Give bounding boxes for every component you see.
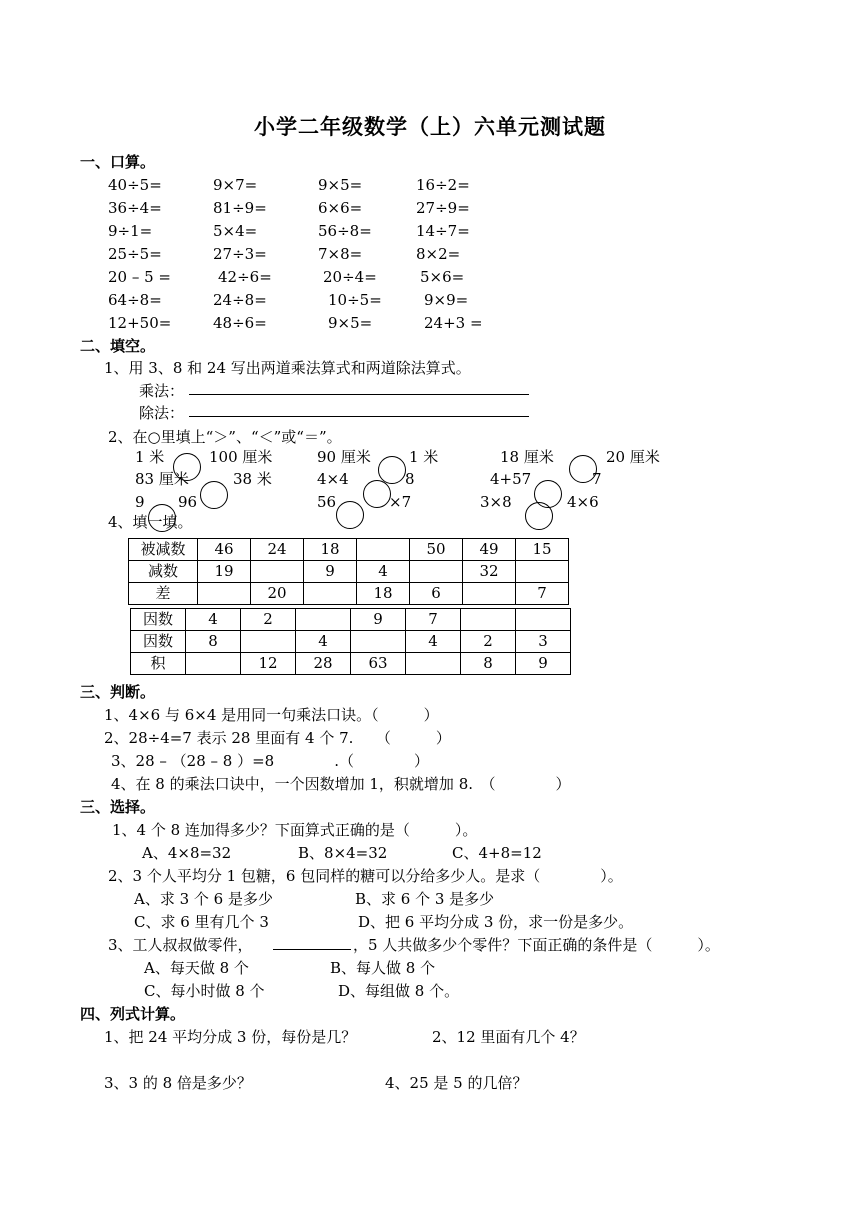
- oral-item: 8×2=: [416, 245, 461, 263]
- oral-item: 9×9=: [424, 291, 469, 309]
- section-heading-oral: 一、口算。: [80, 153, 156, 171]
- table-cell[interactable]: [198, 583, 251, 605]
- compare-left: 90 厘米: [317, 448, 371, 466]
- compare-circle[interactable]: [378, 456, 406, 484]
- oral-item: 10÷5=: [328, 291, 382, 309]
- row-header: 差: [129, 583, 198, 605]
- row-header: 被减数: [129, 539, 198, 561]
- question-text: 4、填一填。: [108, 513, 193, 531]
- table-cell[interactable]: 8: [461, 653, 516, 675]
- oral-item: 48÷6=: [213, 314, 267, 332]
- compare-left: 4×4: [317, 470, 349, 488]
- table-cell[interactable]: 8: [186, 631, 241, 653]
- table-row: [131, 653, 571, 675]
- table-cell[interactable]: [304, 583, 357, 605]
- compare-right: 8: [405, 470, 415, 488]
- compare-left: 4+57: [490, 470, 532, 488]
- compare-right: 96: [178, 493, 198, 511]
- choice-option: B、8×4=32: [298, 844, 388, 862]
- oral-item: 5×6=: [420, 268, 465, 286]
- table-cell[interactable]: 4: [357, 561, 410, 583]
- judge-item: 1、4×6 与 6×4 是用同一句乘法口诀。（ ）: [104, 706, 439, 724]
- oral-item: 16÷2=: [416, 176, 470, 194]
- table-row: [129, 561, 569, 583]
- table-cell[interactable]: 4: [406, 631, 461, 653]
- oral-item: 27÷9=: [416, 199, 470, 217]
- oral-item: 14÷7=: [416, 222, 470, 240]
- choice-question: 2、3 个人平均分 1 包糖，6 包同样的糖可以分给多少人。是求（ ）。: [108, 867, 623, 885]
- table-cell[interactable]: [251, 561, 304, 583]
- compare-left: 18 厘米: [500, 448, 554, 466]
- calc-question: 4、25 是 5 的几倍？: [385, 1074, 528, 1092]
- choice-option: A、求 3 个 6 是多少: [134, 890, 273, 908]
- table-cell[interactable]: 4: [186, 609, 241, 631]
- section-heading-judge: 三、判断。: [80, 683, 156, 701]
- table-cell[interactable]: 18: [304, 539, 357, 561]
- calc-question: 1、把 24 平均分成 3 份，每份是几？: [104, 1028, 357, 1046]
- choice-question: ，5 人共做多少个零件？下面正确的条件是（ ）。: [353, 936, 720, 954]
- choice-option: C、每小时做 8 个: [144, 982, 265, 1000]
- choice-question: 3、工人叔叔做零件，: [108, 936, 253, 954]
- oral-item: 40÷5=: [108, 176, 162, 194]
- judge-item: 4、在 8 的乘法口诀中，一个因数增加 1，积就增加 8. （ ）: [111, 775, 571, 793]
- compare-right: 100 厘米: [209, 448, 273, 466]
- choice-option: B、每人做 8 个: [330, 959, 436, 977]
- section-heading-fill: 二、填空。: [80, 337, 156, 355]
- table-cell[interactable]: [357, 539, 410, 561]
- table-cell[interactable]: 9: [304, 561, 357, 583]
- oral-item: 6×6=: [318, 199, 363, 217]
- page-title: 小学二年级数学（上）六单元测试题: [254, 114, 606, 139]
- compare-left: 1 米: [135, 448, 165, 466]
- row-header: 因数: [131, 631, 186, 653]
- oral-item: 64÷8=: [108, 291, 162, 309]
- table-row: [129, 583, 569, 605]
- table-cell[interactable]: 24: [251, 539, 304, 561]
- answer-label-divide: 除法：: [139, 404, 185, 422]
- table-cell[interactable]: [241, 631, 296, 653]
- table-cell[interactable]: 32: [463, 561, 516, 583]
- table-cell[interactable]: 18: [357, 583, 410, 605]
- table-cell[interactable]: [351, 631, 406, 653]
- compare-left: 9: [135, 493, 145, 511]
- compare-circle[interactable]: [336, 501, 364, 529]
- answer-label-multiply: 乘法：: [139, 382, 185, 400]
- table-cell[interactable]: [410, 561, 463, 583]
- table-cell[interactable]: 6: [410, 583, 463, 605]
- table-cell[interactable]: 7: [516, 583, 569, 605]
- oral-item: 12+50=: [108, 314, 172, 332]
- table-cell[interactable]: 9: [516, 653, 571, 675]
- answer-line-divide[interactable]: [189, 416, 529, 417]
- table-cell[interactable]: 15: [516, 539, 569, 561]
- table-cell[interactable]: 46: [198, 539, 251, 561]
- compare-circle[interactable]: [525, 502, 553, 530]
- answer-line-multiply[interactable]: [189, 394, 529, 395]
- question-text: 2、在○里填上“＞”、“＜”或“＝”。: [108, 428, 342, 446]
- oral-item: 56÷8=: [318, 222, 372, 240]
- table-cell[interactable]: [516, 609, 571, 631]
- judge-item: 2、28÷4=7 表示 28 里面有 4 个 7. （ ）: [104, 729, 451, 747]
- choice-option: C、4+8=12: [452, 844, 542, 862]
- oral-item: 24÷8=: [213, 291, 267, 309]
- table-cell[interactable]: 20: [251, 583, 304, 605]
- table-row: [131, 609, 571, 631]
- table-cell[interactable]: 4: [296, 631, 351, 653]
- compare-left: 56: [317, 493, 337, 511]
- oral-item: 81÷9=: [213, 199, 267, 217]
- table-row: [129, 539, 569, 561]
- oral-item: 20÷4=: [323, 268, 377, 286]
- compare-circle[interactable]: [200, 481, 228, 509]
- blank-line[interactable]: [273, 949, 351, 950]
- choice-option: B、求 6 个 3 是多少: [355, 890, 495, 908]
- table-cell[interactable]: 2: [461, 631, 516, 653]
- choice-option: A、每天做 8 个: [144, 959, 249, 977]
- table-cell[interactable]: [461, 609, 516, 631]
- table-cell[interactable]: [406, 653, 461, 675]
- oral-item: 5×4=: [213, 222, 258, 240]
- compare-left: 3×8: [480, 493, 512, 511]
- compare-circle[interactable]: [363, 480, 391, 508]
- compare-circle[interactable]: [173, 453, 201, 481]
- subtraction-table: [128, 538, 569, 605]
- compare-left: 83 厘米: [135, 470, 189, 488]
- section-heading-choice: 三、选择。: [80, 798, 156, 816]
- table-cell[interactable]: [186, 653, 241, 675]
- judge-item: 3、28 – （28 – 8 ）=8 .（ ）: [111, 752, 429, 770]
- oral-item: 36÷4=: [108, 199, 162, 217]
- table-cell[interactable]: 19: [198, 561, 251, 583]
- table-cell[interactable]: 7: [406, 609, 461, 631]
- choice-option: D、每组做 8 个。: [338, 982, 460, 1000]
- choice-option: A、4×8=32: [142, 844, 232, 862]
- table-cell[interactable]: [463, 583, 516, 605]
- table-cell[interactable]: 12: [241, 653, 296, 675]
- choice-option: C、求 6 里有几个 3: [134, 913, 269, 931]
- oral-item: 27÷3=: [213, 245, 267, 263]
- row-header: 因数: [131, 609, 186, 631]
- compare-right: 7: [592, 470, 602, 488]
- choice-question: 1、4 个 8 连加得多少？下面算式正确的是（ ）。: [112, 821, 478, 839]
- table-cell[interactable]: [516, 561, 569, 583]
- question-text: 1、用 3、8 和 24 写出两道乘法算式和两道除法算式。: [104, 359, 471, 377]
- oral-item: 9÷1=: [108, 222, 153, 240]
- table-cell[interactable]: 9: [351, 609, 406, 631]
- compare-right: ×7: [389, 493, 412, 511]
- oral-item: 9×5=: [318, 176, 363, 194]
- oral-item: 7×8=: [318, 245, 363, 263]
- oral-item: 42÷6=: [218, 268, 272, 286]
- table-cell[interactable]: 2: [241, 609, 296, 631]
- oral-item: 20 – 5 =: [108, 268, 172, 286]
- table-cell[interactable]: 28: [296, 653, 351, 675]
- calc-question: 2、12 里面有几个 4？: [432, 1028, 585, 1046]
- calc-question: 3、3 的 8 倍是多少？: [104, 1074, 252, 1092]
- table-row: [131, 631, 571, 653]
- table-cell[interactable]: 50: [410, 539, 463, 561]
- table-cell[interactable]: 3: [516, 631, 571, 653]
- compare-right: 1 米: [409, 448, 439, 466]
- compare-right: 4×6: [567, 493, 599, 511]
- row-header: 积: [131, 653, 186, 675]
- compare-right: 38 米: [233, 470, 272, 488]
- choice-option: D、把 6 平均分成 3 份，求一份是多少。: [358, 913, 634, 931]
- oral-item: 24+3 =: [424, 314, 483, 332]
- table-cell[interactable]: 63: [351, 653, 406, 675]
- table-cell[interactable]: [296, 609, 351, 631]
- row-header: 减数: [129, 561, 198, 583]
- oral-item: 9×7=: [213, 176, 258, 194]
- multiplication-table: [130, 608, 571, 675]
- table-cell[interactable]: 49: [463, 539, 516, 561]
- oral-item: 9×5=: [328, 314, 373, 332]
- compare-circle[interactable]: [569, 455, 597, 483]
- oral-item: 25÷5=: [108, 245, 162, 263]
- section-heading-calc: 四、列式计算。: [80, 1005, 186, 1023]
- compare-right: 20 厘米: [606, 448, 660, 466]
